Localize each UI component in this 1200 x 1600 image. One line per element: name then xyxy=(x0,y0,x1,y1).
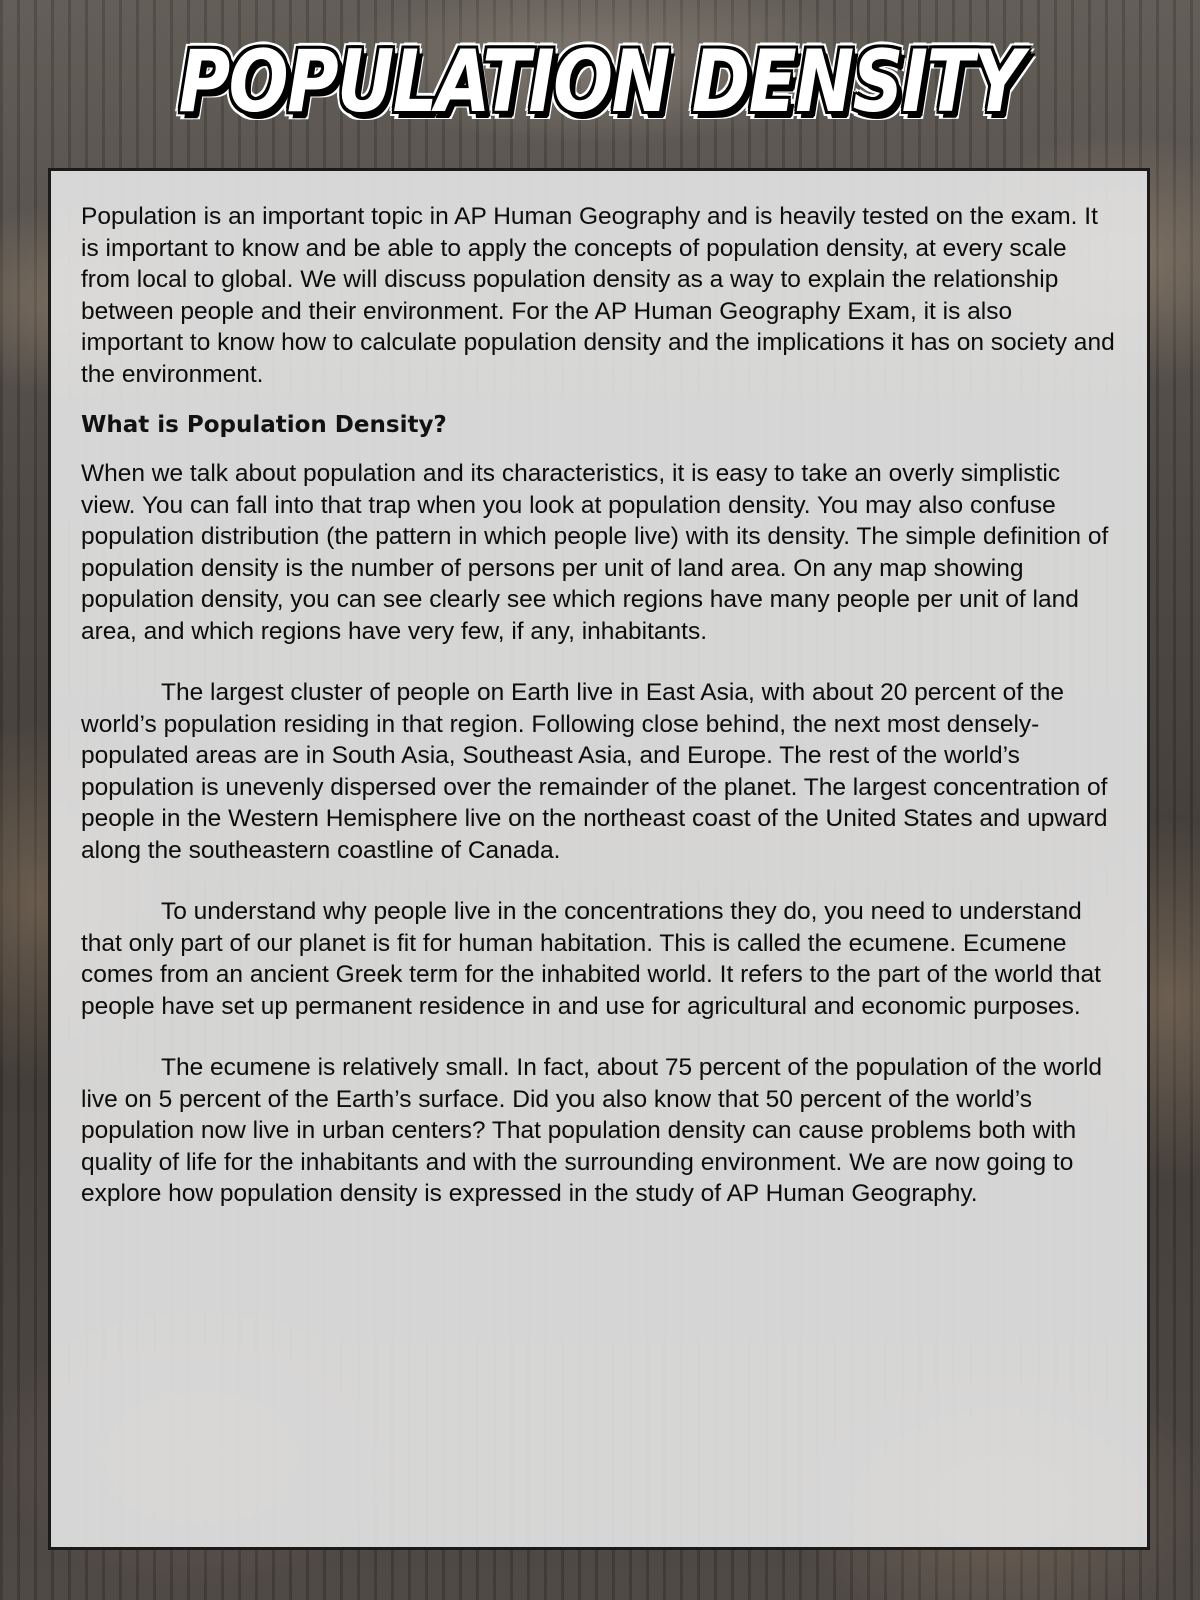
body-paragraph-2: The largest cluster of people on Earth live in East Asia, with about 20 percent of the world’s population residing in that region. Following close behind, the next most densely-populated areas are in South Asia, Southeast Asia, and Europe. The rest of the world’s population is unevenly dispersed over the remainder of the planet. The largest concentration of people in the Western Hemisphere live on the northeast coast of the United States and upward along the southeastern coastline of Canada. xyxy=(81,679,1108,864)
body-paragraph-4: The ecumene is relatively small. In fact, about 75 percent of the population of the world live on 5 percent of the Earth’s surface. Did you also know that 50 percent of the world’s population now live in urban centers? That population density can cause problems both with quality of life for the inhabitants and with the surrounding environment. We are now going to explore how population density is expressed in the study of AP Human Geography. xyxy=(81,1054,1103,1207)
intro-paragraph: Population is an important topic in AP Human Geography and is heavily tested on the exam. It is important to know and be able to apply the concepts of population density, at every scale from local to global. We will discuss population density as a way to explain the relationship between people and their environment. For the AP Human Geography Exam, it is also important to know how to calculate population density and the implications it has on society and the environment. xyxy=(81,203,1115,388)
body-paragraph-3: To understand why people live in the concentrations they do, you need to understand that only part of our planet is fit for human habitation. This is called the ecumene. Ecumene comes from an ancient Greek term for the inhabited world. It refers to the part of the world that people have set up permanent residence in and use for agricultural and economic purposes. xyxy=(81,898,1101,1020)
section-heading: What is Population Density? xyxy=(81,412,447,438)
body-paragraph-1: When we talk about population and its characteristics, it is easy to take an overly simplistic view. You can fall into that trap when you look at population density. You may also confuse population distribution (the pattern in which people live) with its density. The simple definition of population density is the number of persons per unit of land area. On any map showing population density, you can see clearly see which regions have many people per unit of land area, and which regions have very few, if any, inhabitants. xyxy=(81,460,1109,645)
page-title: POPULATION DENSITY xyxy=(178,32,1022,132)
text-panel xyxy=(48,168,1150,1550)
title-banner xyxy=(0,22,1200,152)
